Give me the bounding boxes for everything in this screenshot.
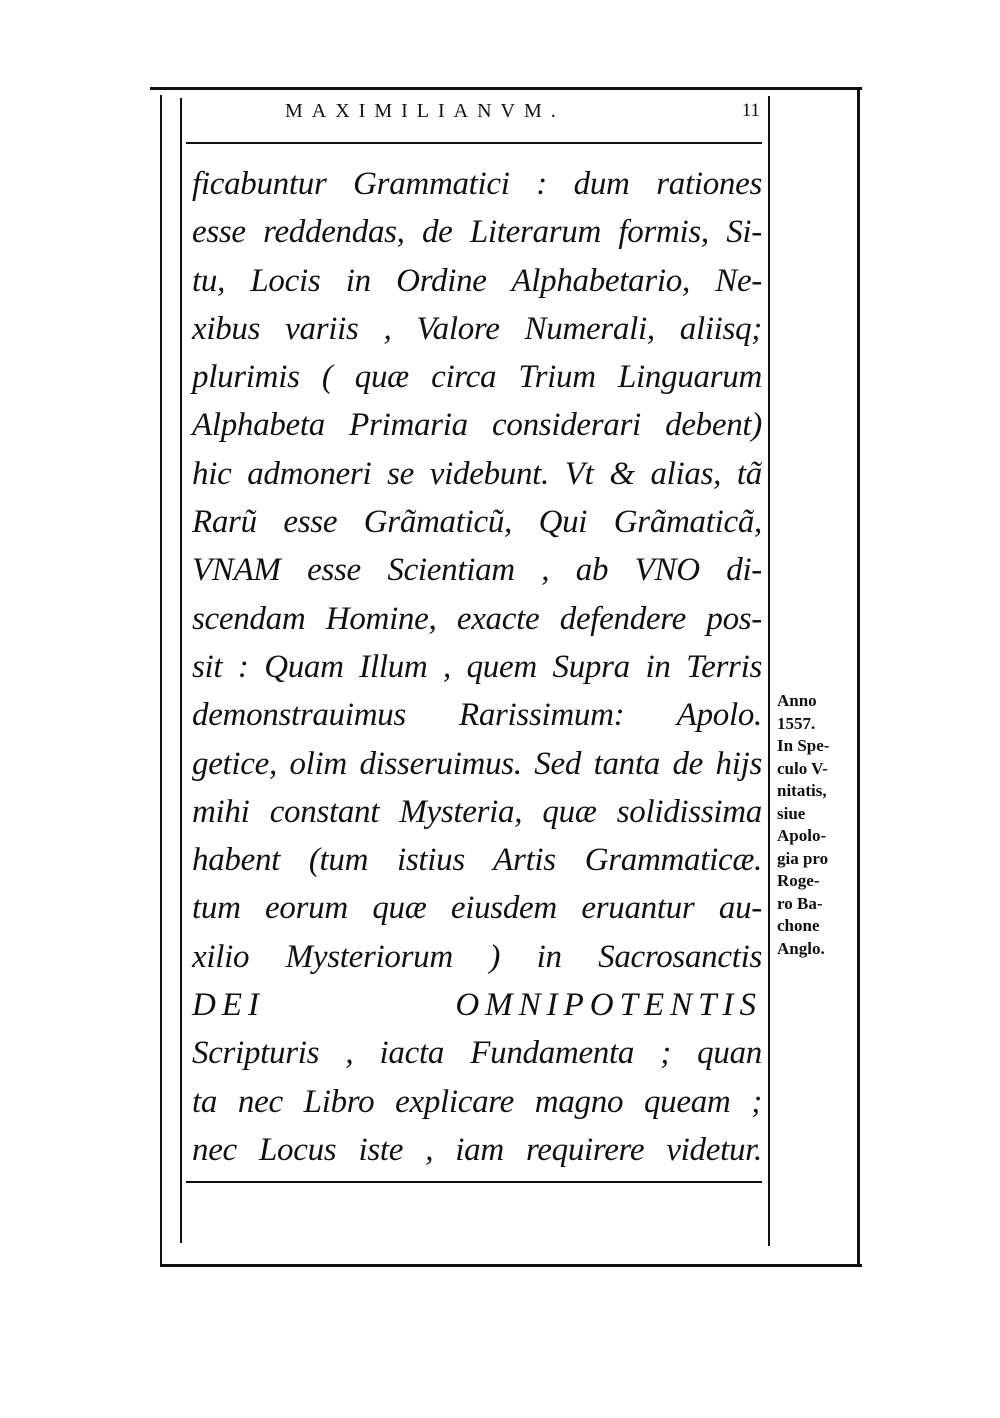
text-line: VNAM esse Scientiam , ab VNO di- [192,552,762,589]
text-line: ficabuntur Grammatici : dum rationes [192,166,762,202]
text-line: scendam Homine, exacte defendere pos- [192,600,762,637]
margin-note-line: nitatis, [777,781,827,800]
body-text [192,160,762,1174]
margin-note-line: gia pro [777,848,829,868]
frame-right-rule [857,88,860,1266]
text-line: sit : Quam Illum , quem Supra in Terris [192,648,762,685]
margin-note-line: ro Ba- [777,893,823,913]
text-line: Scripturis , iacta Fundamenta ; quan [192,1035,762,1072]
text-line: DEI OMNIPOTENTIS [192,987,762,1024]
footer-rule [186,1181,762,1183]
margin-note [777,690,855,960]
text-line: Alphabeta Primaria considerari debent) [192,407,762,444]
text-line: demonstrauimus Rarissimum: Apolo. [192,697,762,734]
margin-note-line: 1557. [777,713,816,733]
header-rule [186,142,762,144]
frame-top-rule [150,87,862,90]
frame-left-outer-rule [160,95,162,1265]
column-right-rule [768,96,770,1246]
margin-note-line: chone [777,916,820,935]
margin-note-line: Roge- [777,871,820,890]
text-line: plurimis ( quæ circa Trium Linguarum [192,359,762,396]
frame-left-inner-rule [180,98,182,1243]
text-line: esse reddendas, de Literarum formis, Si- [192,214,762,251]
margin-note-line: culo V- [777,758,828,778]
margin-note-line: Apolo- [777,826,827,845]
text-line: tum eorum quæ eiusdem eruantur au- [192,890,762,927]
margin-note-line: In Spe- [777,736,830,755]
text-line: habent (tum istius Artis Grammaticæ. [192,842,762,879]
page-number: 11 [741,100,760,121]
page-header [190,100,760,134]
margin-note-line: Anno [777,691,817,710]
margin-note-line: Anglo. [777,938,825,958]
text-line: mihi constant Mysteria, quæ solidissima [192,793,762,830]
text-line: xilio Mysteriorum ) in Sacrosanctis [192,938,762,975]
text-line: xibus variis , Valore Numerali, aliisq; [192,310,762,347]
text-line: Rarũ esse Grãmaticũ, Qui Grãmaticã, [192,504,762,541]
text-line: hic admoneri se videbunt. Vt & alias, tã [192,455,762,492]
frame-bottom-rule [160,1264,862,1267]
text-line: tu, Locis in Ordine Alphabetario, Ne- [192,262,762,299]
text-line: ta nec Libro explicare magno queam ; [192,1083,762,1120]
running-title: MAXIMILIANVM. [285,100,565,122]
margin-note-line: siue [777,803,806,823]
text-line: getice, olim disseruimus. Sed tanta de hijs [192,745,762,782]
text-line: nec Locus iste , iam requirere videtur. [192,1131,762,1168]
